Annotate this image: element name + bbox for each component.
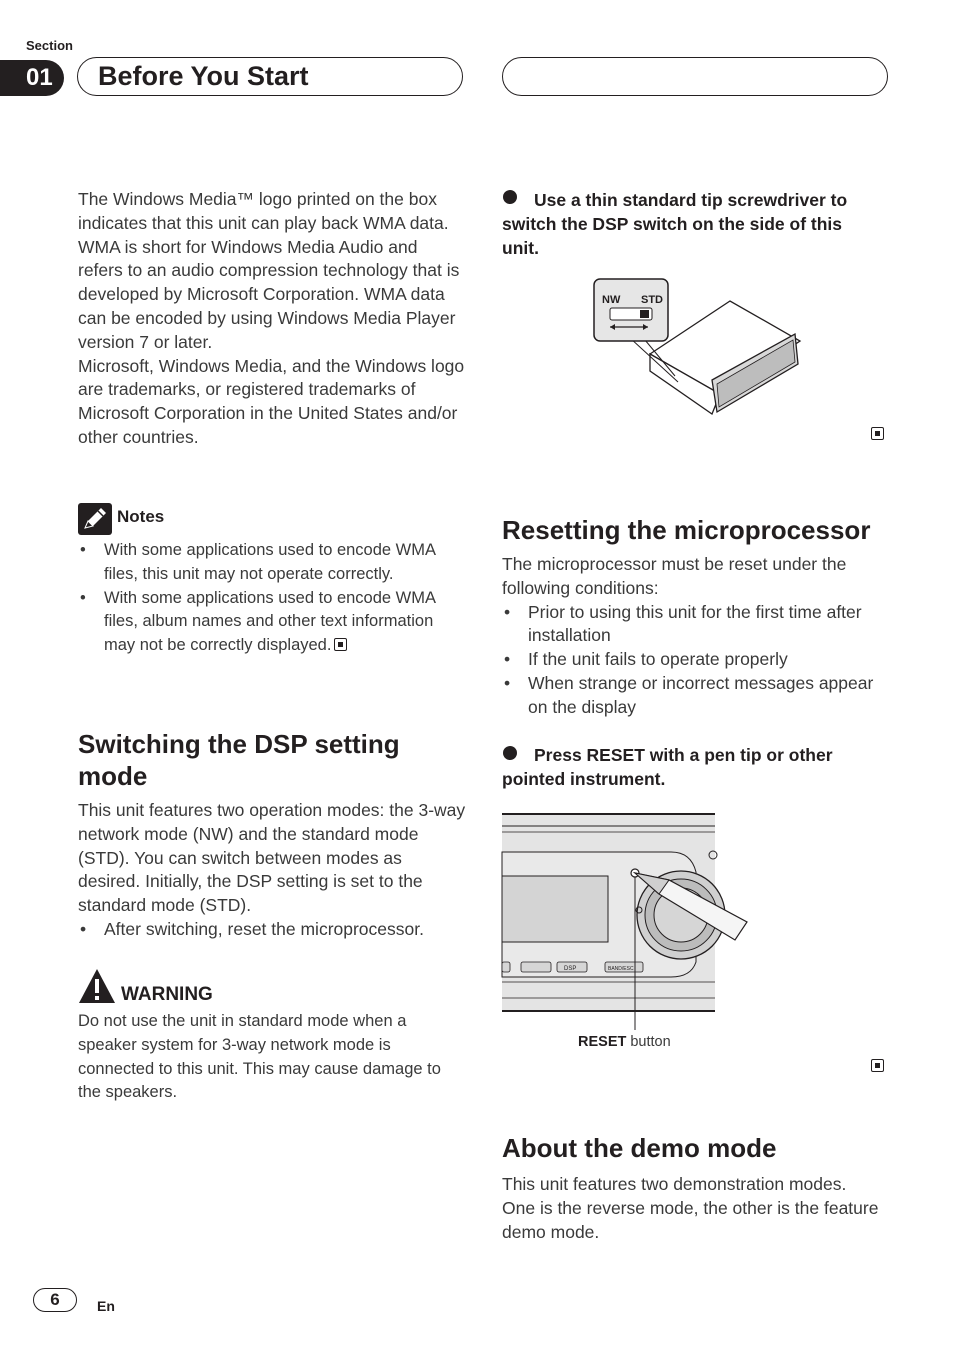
reset-caption [578,1034,671,1050]
switch-label-nw: NW [602,294,621,306]
end-mark-icon [334,638,347,651]
end-mark-icon [871,426,884,444]
intro-paragraph: WMA is short for Windows Media Audio and refers to an audio compression technology that is developed by Microsoft Corporation. WMA data can be encoded by using Windows Media Player version 7 or later. [78,236,460,352]
reset-caption-bold: RESET [578,1034,627,1050]
dsp-paragraph: This unit features two operation modes: the 3-way network mode (NW) and the standard mode (STD). You can switch between modes as desired. Initially, the DSP setting is set to the standard mode (STD). [78,800,466,916]
list-item: • When strange or incorrect messages appear on the display [502,672,882,720]
notes-heading: Notes [117,507,165,526]
notes-list [78,539,468,658]
reset-heading: Resetting the microprocessor [502,515,871,545]
switch-label-std: STD [641,294,663,306]
reset-conditions [502,601,882,720]
list-item: • Prior to using this unit for the first time after installation [502,601,882,649]
list-item: • With some applications used to encode WMA files, album names and other text information may not be correctly displayed. [78,587,468,658]
intro-paragraph: The Windows Media™ logo printed on the box indicates that this unit can play back WMA data. [78,189,449,233]
section-label: Section [26,38,73,53]
panel-dsp-label: DSP [564,966,577,972]
warning-icon [78,968,116,1004]
list-item: • If the unit fails to operate properly [502,648,882,672]
reset-body [502,553,882,720]
language-label: En [97,1298,115,1314]
demo-body: This unit features two demonstration modes. One is the reverse mode, the other is the feature demo mode. [502,1174,879,1242]
panel-band-label: BAND/ESC [608,966,634,972]
reset-caption-rest: button [626,1034,671,1050]
right-header-frame [502,57,888,96]
section-title: Before You Start [98,61,309,91]
demo-heading: About the demo mode [502,1133,777,1163]
warning-body: Do not use the unit in standard mode when a speaker system for 3-way network mode is connected to this unit. This may cause damage to the speakers. [78,1012,441,1102]
warning-heading: WARNING [121,984,213,1005]
intro-paragraph: Microsoft, Windows Media, and the Windows logo are trademarks, or registered trademarks of Microsoft Corporation in the United States and/or other countries. [78,355,465,447]
page-number: 6 [33,1288,77,1312]
dsp-bullets [78,918,466,942]
dsp-step: Use a thin standard tip screwdriver to switch the DSP switch on the side of this unit. [502,190,848,258]
notes-icon [78,503,112,535]
list-item: • With some applications used to encode WMA files, this unit may not operate correctly. [78,539,468,587]
end-mark-icon [871,1058,884,1076]
list-item: • After switching, reset the microprocessor. [78,918,466,942]
section-number-badge: 01 [0,60,64,96]
reset-step: Press RESET with a pen tip or other pointed instrument. [502,745,833,789]
dsp-body [78,799,466,942]
reset-panel-illustration [501,812,751,1032]
dsp-heading: Switching the DSP setting mode [78,729,400,791]
wma-intro [78,188,466,450]
reset-intro: The microprocessor must be reset under the following conditions: [502,554,847,598]
dsp-switch-illustration [590,276,805,418]
